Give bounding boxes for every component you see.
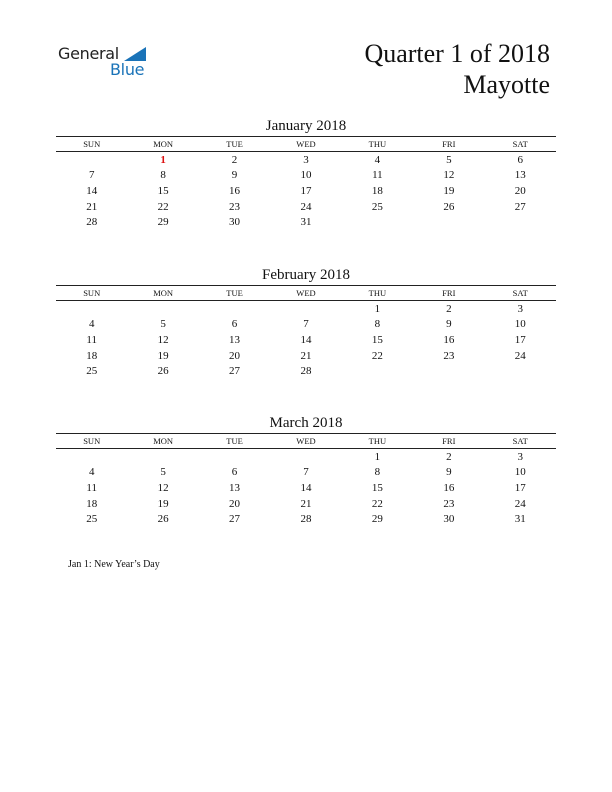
day-cell: 11 [86, 481, 97, 494]
generalblue-logo [58, 44, 158, 84]
day-cell: 29 [157, 216, 169, 229]
day-cell: 14 [300, 481, 312, 494]
day-cell: 5 [160, 318, 166, 331]
day-cell: 13 [229, 481, 241, 494]
week-row [56, 449, 556, 465]
quarter-title: Quarter 1 of 2018 [364, 39, 550, 68]
day-cell: 3 [303, 153, 309, 166]
day-cell: 30 [443, 513, 455, 526]
weekday-header: TUE [226, 139, 243, 149]
week-row [56, 363, 556, 379]
holiday-notes [68, 559, 160, 570]
day-cell: 10 [514, 466, 526, 479]
day-cell: 27 [514, 200, 526, 213]
logo-text-blue: Blue [110, 60, 145, 79]
day-cell: 16 [443, 333, 455, 346]
day-cell: 18 [86, 349, 98, 362]
day-cell: 13 [514, 169, 526, 182]
day-cell: 23 [443, 349, 455, 362]
day-cell: 1 [374, 302, 381, 315]
day-cell: 7 [303, 466, 309, 479]
day-cell: 29 [371, 513, 383, 526]
day-cell: 22 [371, 497, 383, 510]
day-cell: 24 [514, 349, 526, 362]
week-row [56, 348, 556, 364]
logo-text-general: General [58, 44, 119, 63]
month-title: February 2018 [262, 267, 350, 283]
weekday-header: MON [153, 436, 174, 446]
day-cell: 18 [371, 184, 383, 197]
day-cell: 9 [231, 169, 238, 182]
day-cell: 15 [371, 333, 383, 346]
weekday-header: MON [153, 288, 174, 298]
weekday-header: SAT [512, 139, 528, 149]
weekday-header: TUE [226, 288, 243, 298]
day-cell: 17 [514, 333, 526, 346]
day-cell: 10 [300, 169, 312, 182]
day-cell: 25 [86, 513, 98, 526]
day-cell: 31 [300, 216, 312, 229]
day-cell: 18 [86, 497, 98, 510]
day-cell: 21 [86, 200, 98, 213]
day-cell: 21 [300, 349, 312, 362]
day-cell: 6 [231, 318, 238, 331]
weekday-header: THU [368, 436, 387, 446]
weekday-header: MON [153, 139, 174, 149]
day-cell: 22 [371, 349, 383, 362]
day-cell: 11 [372, 169, 383, 182]
weekday-header-row [56, 285, 556, 301]
week-row [56, 480, 556, 496]
weekday-header: SUN [83, 436, 101, 446]
day-cell: 2 [446, 302, 452, 315]
day-cell: 1 [374, 450, 381, 463]
month-block [56, 413, 556, 527]
day-cell: 28 [300, 365, 312, 378]
day-cell: 14 [300, 333, 312, 346]
month-title: January 2018 [265, 118, 347, 134]
weekday-header: FRI [442, 436, 456, 446]
day-cell: 14 [86, 184, 98, 197]
weekday-header: FRI [442, 139, 456, 149]
weekday-header: THU [368, 288, 387, 298]
day-cell: 24 [514, 497, 526, 510]
day-cell: 12 [443, 169, 455, 182]
month-block [56, 265, 556, 379]
day-cell: 4 [88, 466, 95, 479]
day-cell: 23 [229, 200, 241, 213]
weekday-header: THU [368, 139, 387, 149]
day-cell: 15 [371, 481, 383, 494]
day-cell: 16 [443, 481, 455, 494]
day-cell: 8 [160, 169, 166, 182]
week-row [56, 214, 556, 230]
weekday-header: SUN [83, 139, 101, 149]
day-cell: 19 [443, 184, 455, 197]
week-row [56, 183, 556, 199]
country-title: Mayotte [463, 70, 550, 99]
day-cell: 26 [157, 365, 169, 378]
day-cell: 7 [303, 318, 309, 331]
holiday-day-cell: 1 [160, 153, 166, 166]
day-cell: 30 [229, 216, 241, 229]
day-cell: 6 [517, 153, 523, 166]
month-title: March 2018 [269, 415, 343, 431]
day-cell: 26 [443, 200, 455, 213]
day-cell: 4 [88, 318, 95, 331]
day-cell: 13 [229, 333, 241, 346]
day-cell: 21 [300, 497, 312, 510]
day-cell: 12 [157, 333, 169, 346]
day-cell: 15 [157, 184, 169, 197]
day-cell: 20 [229, 349, 241, 362]
week-row [56, 496, 556, 512]
day-cell: 19 [157, 349, 169, 362]
week-row [56, 511, 556, 527]
day-cell: 17 [300, 184, 312, 197]
day-cell: 28 [300, 513, 312, 526]
day-cell: 3 [517, 302, 523, 315]
weekday-header: WED [296, 139, 316, 149]
weekday-header: WED [296, 288, 316, 298]
weekday-header: WED [296, 436, 316, 446]
weekday-header-row [56, 136, 556, 152]
day-cell: 19 [157, 497, 169, 510]
day-cell: 2 [446, 450, 452, 463]
day-cell: 8 [374, 466, 381, 479]
day-cell: 25 [371, 200, 383, 213]
day-cell: 6 [231, 466, 238, 479]
day-cell: 31 [514, 513, 526, 526]
day-cell: 4 [374, 153, 381, 166]
day-cell: 25 [86, 365, 98, 378]
day-cell: 28 [86, 216, 98, 229]
day-cell: 16 [229, 184, 241, 197]
weekday-header: SAT [512, 436, 528, 446]
week-row [56, 152, 556, 168]
day-cell: 9 [446, 466, 452, 479]
day-cell: 27 [229, 365, 241, 378]
day-cell: 9 [446, 318, 452, 331]
day-cell: 24 [300, 200, 312, 213]
day-cell: 2 [231, 153, 238, 166]
day-cell: 23 [443, 497, 455, 510]
week-row [56, 199, 556, 215]
day-cell: 26 [157, 513, 169, 526]
day-cell: 17 [514, 481, 526, 494]
day-cell: 11 [86, 333, 97, 346]
weekday-header: TUE [226, 436, 243, 446]
weekday-header: SAT [512, 288, 528, 298]
weekday-header: SUN [83, 288, 101, 298]
day-cell: 5 [446, 153, 452, 166]
day-cell: 20 [514, 184, 526, 197]
weekday-header-row [56, 433, 556, 449]
day-cell: 27 [229, 513, 241, 526]
day-cell: 22 [157, 200, 169, 213]
week-row [56, 332, 556, 348]
weekday-header: FRI [442, 288, 456, 298]
week-row [56, 168, 556, 184]
month-block [56, 116, 556, 230]
day-cell: 12 [157, 481, 169, 494]
day-cell: 8 [374, 318, 381, 331]
page-title [364, 38, 550, 100]
day-cell: 10 [514, 318, 526, 331]
week-row [56, 301, 556, 317]
day-cell: 5 [160, 466, 166, 479]
holiday-note: Jan 1: New Year’s Day [68, 559, 160, 570]
day-cell: 7 [88, 169, 95, 182]
week-row [56, 465, 556, 481]
logo-triangle-icon [124, 47, 146, 61]
day-cell: 3 [517, 450, 523, 463]
day-cell: 20 [229, 497, 241, 510]
week-row [56, 317, 556, 333]
